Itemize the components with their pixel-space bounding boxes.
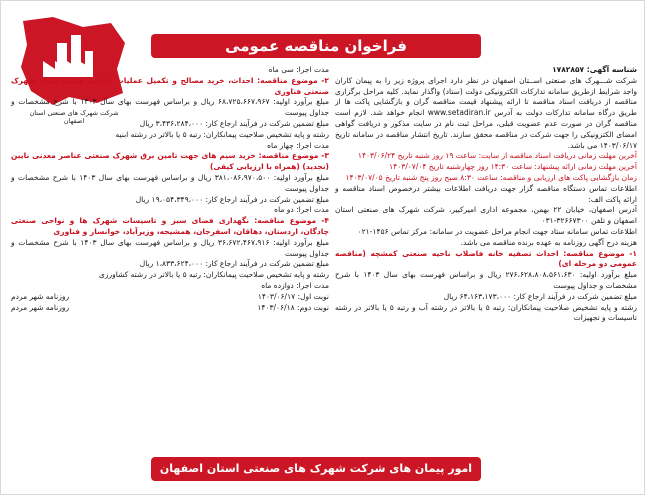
item1-guarantee: مبلغ تضمین شرکت در فرآیند ارجاع کار: ۶۴،۱۶۳،۱۷۳،۰۰۰ ریال [443,291,637,301]
deadline-offer: آخرین مهلت زمانی ارائه پیشنهاد: ساعت ۱۴:۳۰ روز چهارشنبه تاریخ ۱۴۰۳/۰۷/۰۴ [389,162,637,172]
pub1-label: نوبت اول: ۱۴۰۳/۰۶/۱۷ [257,291,329,301]
right-column [335,65,637,324]
item4-duration: مدت اجرا: دوازده ماه [261,280,329,290]
contact-info: اطلاعات تماس دستگاه مناقصه گزار جهت دریافت اطلاعات بیشتر درخصوص اسناد مناقصه و ارائه پاکت الف: [335,183,637,204]
page-title: فراخوان مناقصه عمومی [151,34,481,58]
item2-duration: مدت اجرا: چهار ماه [267,140,329,150]
item4-title: ۴- موضوع مناقصه: نگهداری فضای سبز و تاسیسات شهرک ها و نواحی صنعتی چادگان، اردستان، دهاقان، اسفرجان، همشیجه، وزیرآباد، خوانسار و فناوری [11,216,329,236]
item2-title: ۲- موضوع مناقصه: احداث، خرید مصالح و تکمیل عملیات اجرایی هشت سوله شهرک صنعتی فناوری [11,75,329,96]
left-column [11,65,329,313]
item1-budget: مبلغ برآورد اولیه: ۲۷۶،۶۲۸،۸۰۸،۵۶۱،۶۳۰ ریال و براساس فهرست بهای سال ۱۴۰۳ با شرح مشخصات و جداول پیوست [335,270,638,290]
item3-duration: مدت اجرا: دو ماه [274,205,329,215]
publication-row-2 [11,303,329,314]
address-text: آدرس اصفهان، خیابان ۲۲ بهمن، مجموعه اداری امیرکبیر، شرکت شهرک های صنعتی استان اصفهان و تلفن ۳۲۶۶۷۳۰۰-۰۳۱ [335,205,637,226]
publication-row-1 [11,292,329,303]
item1-title: ۱- موضوع مناقصه: احداث تصفیه خانه فاضلاب ناحیه صنعتی کمشچه (مناقصه عمومی دو مرحله ای) [335,248,637,269]
logo-caption: شرکت شهرک های صنعتی استان اصفهان [29,109,119,125]
item3-title: ۳- موضوع مناقصه: خرید سیم های جهت تامین برق شهرک صنعتی عناصر معدنی نایین (تجدید) (همراه با ارزیابی کیفی) [11,151,329,172]
pub2-paper: روزنامه شهر مردم [11,302,70,312]
item4-budget: مبلغ برآورد اولیه: ۳۶،۶۷۲،۴۶۷،۹۱۶ ریال و براساس فهرست بهای سال ۱۴۰۳ با شرح مشخصات و جداول پیوست [11,237,329,258]
item4-guarantee: مبلغ تضمین شرکت در فرآیند ارجاع کار: ۱،۸۳۳،۶۲۴،۰۰۰ ریال [139,259,329,269]
item2-guarantee: مبلغ تضمین شرکت در فرآیند ارجاع کار: ۳،۴۳۶،۲۸۴،۰۰۰ ریال [139,118,329,128]
item2-budget: مبلغ برآورد اولیه: ۶۸،۷۲۵،۶۶۷،۹۶۷ ریال و براساس فهرست بهای سال ۱۴۰۳ با شرح مشخصات و جداول پیوست [11,97,329,118]
duration-0: مدت اجرا: سی ماه [268,65,329,74]
item4-grade: رشته و پایه تشخیص صلاحیت پیمانکاران: رتبه ۵ یا بالاتر در رشته کشاورزی [98,270,329,280]
item3-guarantee: مبلغ تضمین شرکت در فرآیند ارجاع کار: ۱۹،۰۵۴،۳۴۹،۰۰۰ ریال [135,194,329,204]
pub2-label: نوبت دوم: ۱۴۰۳/۰۶/۱۸ [257,302,329,312]
item3-budget: مبلغ برآورد اولیه: ۳۸۱،۰۸۶،۹۷۰،۵۰۰ ریال و براساس فهرست بهای سال ۱۴۰۳ با شرح مشخصات و جداول پیوست [11,172,329,193]
footer-banner: امور پیمان های شرکت شهرک های صنعتی استان اصفهان [151,457,481,481]
deadline-docs: آخرین مهلت زمانی دریافت اسناد مناقصه از سایت: ساعت ۱۹ روز شنبه تاریخ ۱۴۰۳/۰۶/۲۴ [357,151,637,161]
setad-contact: اطلاعات تماس سامانه ستاد جهت انجام مراحل عضویت در سامانه: مرکز تماس ۱۴۵۶-۰۲۱ [357,226,637,236]
item1-grade: رشته و پایه تشخیص صلاحیت پیمانکاران: رتبه ۵ یا بالاتر در رشته آب و رتبه ۵ یا بالاتر در رشته تاسیسات و تجهیزات [335,302,638,323]
notice-id: شناسه آگهی: ۱۷۸۲۸۵۷ [552,65,637,74]
ad-cost: هزینه درج آگهی روزنامه به عهده برنده مناقصه می باشد. [460,237,637,247]
intro-text: شرکت شـــهرک های صنعتی اســتان اصفهان در نظر دارد اجرای پروژه زیر را به پیمان کاران واجد شرایط ازطریق سامانه تدارکات الکترونیکی دولت (ستاد) واگذار نماید. کلیه مراحل برگزاری مناقصه از دریافت اسناد مناقصه تا ارائه پیشنهاد قیمت مناقصه گران و بازگشایی پاکت ها از طریق درگاه سامانه تدارکات دولت به آدرس www.setadiran.ir انجام خواهد شد. لازم است مناقصه گران در صورت عدم عضویت قبلی، مراحل ثبت نام در سایت مذکور و دریافت گواهی امضای الکترونیکی را جهت شرکت در مناقصه محقق سازند. تاریخ انتشار مناقصه در سامانه تاریخ ۱۴۰۳/۰۶/۱۷ می باشد. [335,75,637,150]
pub1-paper: روزنامه شهر مردم [11,291,70,301]
opening-time: زمان بازگشایی پاکت های ارزیابی و مناقصه: ساعت ۸:۳۰ صبح روز پنج شنبه تاریخ ۱۴۰۳/۰۷/۰۵ [345,172,637,182]
item2-grade: رشته و پایه تشخیص صلاحیت پیمانکاران: رتبه ۵ یا بالاتر در رشته ابنیه [115,129,329,139]
